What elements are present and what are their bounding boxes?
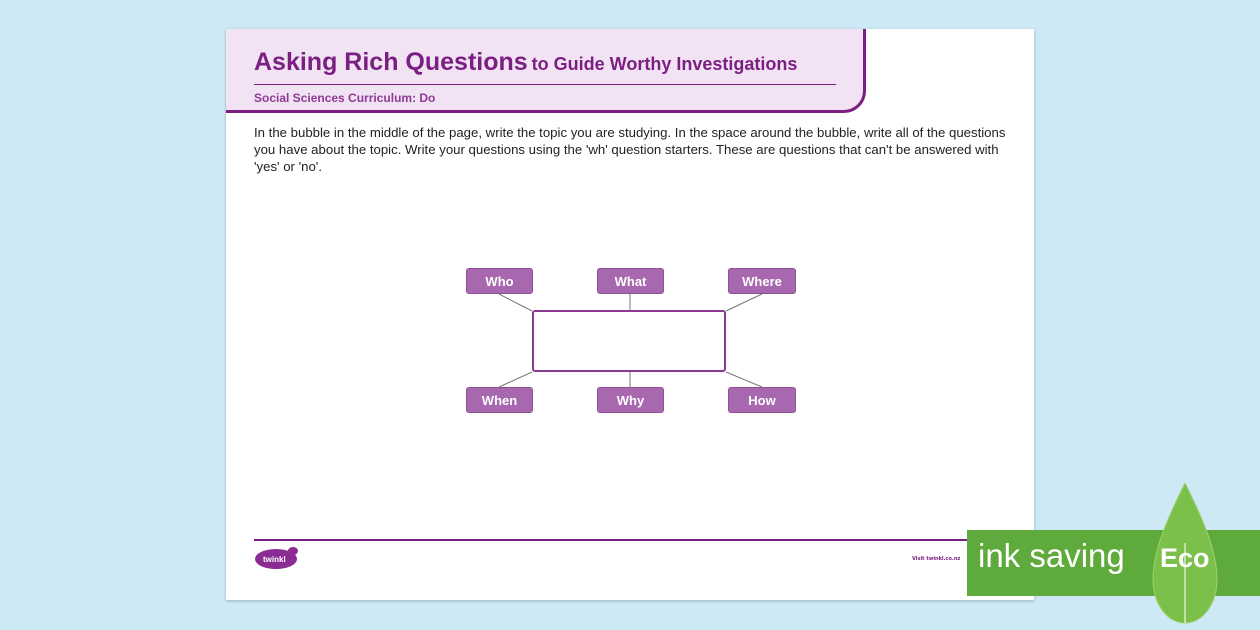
title-main: Asking Rich Questions: [254, 48, 528, 76]
question-starter-where: Where: [728, 268, 796, 294]
question-starter-what: What: [597, 268, 664, 294]
question-starter-when: When: [466, 387, 533, 413]
subtitle: Social Sciences Curriculum: Do: [254, 91, 436, 105]
footer-website-text: Visit twinkl.co.nz: [912, 556, 961, 562]
title-sub: to Guide Worthy Investigations: [531, 54, 798, 74]
question-starter-who: Who: [466, 268, 533, 294]
twinkl-logo: [253, 546, 301, 572]
ink-saving-label: ink saving: [978, 537, 1125, 574]
logo-text: twinkl: [263, 555, 286, 564]
instructions-text: In the bubble in the middle of the page, write the topic you are studying. In the space around the bubble, write all of the questions you have about the topic. Write your questions using the 'wh' question starters. These are questions that can't be answered with 'yes' or 'no'.: [254, 125, 1006, 174]
connector-when: [499, 372, 532, 387]
footer-divider: [254, 539, 1006, 541]
question-starter-why: Why: [597, 387, 664, 413]
connector-who: [499, 294, 532, 311]
worksheet-page: [226, 29, 1034, 600]
eco-label: Eco: [1160, 543, 1210, 573]
question-starter-how: How: [728, 387, 796, 413]
topic-bubble[interactable]: [532, 310, 726, 372]
connector-how: [726, 372, 762, 387]
connector-where: [726, 294, 762, 311]
